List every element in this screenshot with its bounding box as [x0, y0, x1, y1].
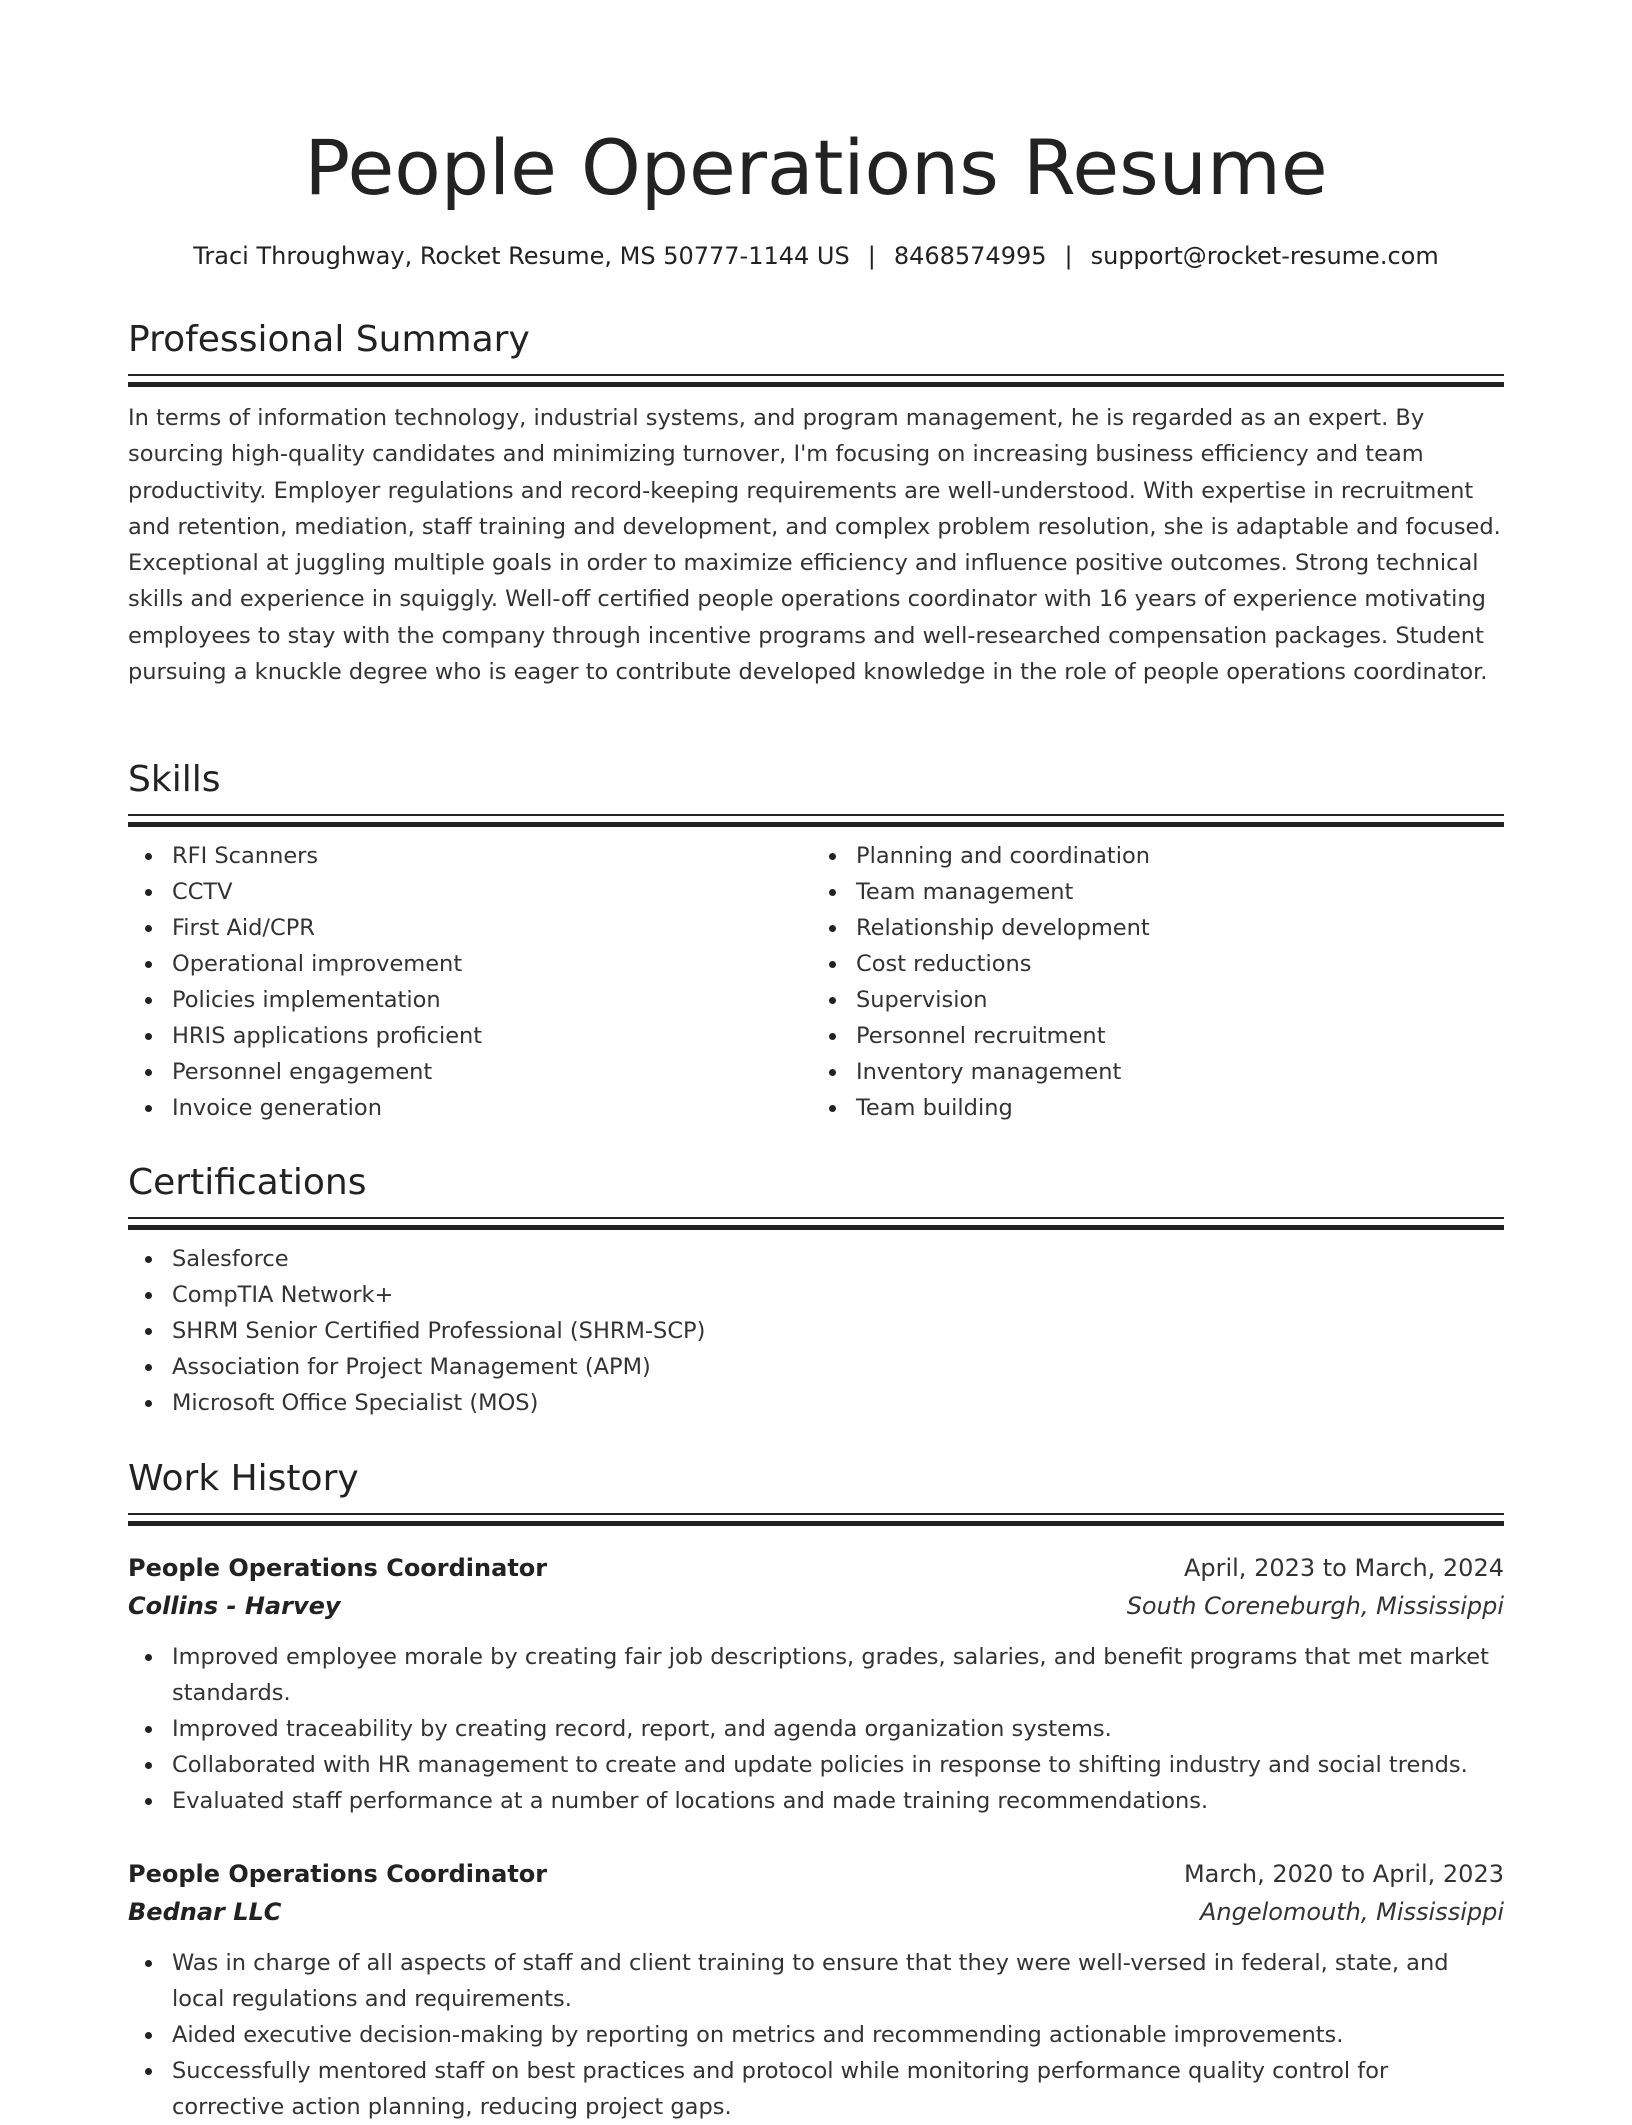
- skill-item: Team management: [856, 874, 1490, 910]
- certifications-list: [128, 1241, 1504, 1421]
- section-heading: Skills: [128, 759, 221, 800]
- job-entry: [128, 1855, 1504, 2125]
- job-bullet: Collaborated with HR management to create and update policies in response to shifting industry and social trends.: [172, 1747, 1504, 1783]
- job-bullet: Successfully mentored staff on best practices and protocol while monitoring performance quality control for corrective action planning, reducing project gaps.: [172, 2053, 1504, 2125]
- skill-item: CCTV: [172, 874, 806, 910]
- skills-list-left: [128, 838, 806, 1126]
- section-heading: Certifications: [128, 1162, 367, 1203]
- skill-item: Inventory management: [856, 1054, 1490, 1090]
- skill-item: Invoice generation: [172, 1090, 806, 1126]
- job-title: People Operations Coordinator: [128, 1860, 548, 1888]
- certification-item: CompTIA Network+: [172, 1277, 1504, 1313]
- section-heading: Work History: [128, 1458, 359, 1499]
- job-header-row: [128, 1855, 1504, 1893]
- job-bullets: [128, 1639, 1504, 1819]
- job-header-row: [128, 1549, 1504, 1587]
- skill-item: Team building: [856, 1090, 1490, 1126]
- job-company: Collins - Harvey: [128, 1592, 341, 1620]
- job-company: Bednar LLC: [128, 1898, 282, 1926]
- job-bullet: Was in charge of all aspects of staff and client training to ensure that they were well-versed in federal, state, and local regulations and requirements.: [172, 1945, 1504, 2017]
- section-divider: [128, 814, 1504, 828]
- certification-item: Microsoft Office Specialist (MOS): [172, 1385, 1504, 1421]
- section-divider: [128, 1513, 1504, 1527]
- job-bullet: Aided executive decision-making by reporting on metrics and recommending actionable improvements.: [172, 2017, 1504, 2053]
- certification-item: Association for Project Management (APM): [172, 1349, 1504, 1385]
- section-divider: [128, 1217, 1504, 1231]
- job-bullet: Improved traceability by creating record, report, and agenda organization systems.: [172, 1711, 1504, 1747]
- work-history-section: [128, 1455, 1504, 1527]
- job-dates: March, 2020 to April, 2023: [1183, 1860, 1504, 1888]
- resume-title: People Operations Resume: [304, 123, 1328, 212]
- job-location: South Coreneburgh, Mississippi: [1126, 1592, 1504, 1620]
- job-bullet: Improved employee morale by creating fair job descriptions, grades, salaries, and benefit programs that met market standards.: [172, 1639, 1504, 1711]
- skill-item: RFI Scanners: [172, 838, 806, 874]
- certifications-section: [128, 1159, 1504, 1421]
- skills-list-right: [806, 838, 1490, 1126]
- job-bullets: [128, 1945, 1504, 2125]
- job-subheader-row: [128, 1893, 1504, 1931]
- skills-section: [128, 756, 1504, 1126]
- job-bullet: Evaluated staff performance at a number of locations and made training recommendations.: [172, 1783, 1504, 1819]
- job-dates: April, 2023 to March, 2024: [1183, 1554, 1504, 1582]
- skill-item: Personnel recruitment: [856, 1018, 1490, 1054]
- contact-line: [128, 238, 1504, 274]
- contact-email[interactable]: support@rocket-resume.com: [1090, 242, 1439, 270]
- job-subheader-row: [128, 1587, 1504, 1625]
- job-title: People Operations Coordinator: [128, 1554, 548, 1582]
- skills-columns: [128, 838, 1504, 1126]
- skill-item: Relationship development: [856, 910, 1490, 946]
- skill-item: Operational improvement: [172, 946, 806, 982]
- section-heading: Professional Summary: [128, 319, 530, 360]
- summary-text: In terms of information technology, industrial systems, and program management, he is regarded as an expert. By sourcing high-quality candidates and minimizing turnover, I'm focusing on increasing business efficiency and team productivity. Employer regulations and record-keeping requirements are well-understood. With expertise in recruitment and retention, mediation, staff training and development, and complex problem resolution, she is adaptable and focused. Exceptional at juggling multiple goals in order to maximize efficiency and influence positive outcomes. Strong technical skills and experience in squiggly. Well-off certified people operations coordinator with 16 years of experience motivating employees to stay with the company through incentive programs and well-researched compensation packages. Student pursuing a knuckle degree who is eager to contribute developed knowledge in the role of people operations coordinator.: [128, 405, 1501, 686]
- skill-item: HRIS applications proficient: [172, 1018, 806, 1054]
- skill-item: Planning and coordination: [856, 838, 1490, 874]
- section-divider: [128, 374, 1504, 388]
- summary-section: [128, 316, 1504, 690]
- contact-separator: |: [867, 242, 876, 270]
- job-entry: [128, 1549, 1504, 1819]
- job-location: Angelomouth, Mississippi: [1200, 1898, 1504, 1926]
- contact-address: Traci Throughway, Rocket Resume, MS 50777-1144 US: [193, 242, 850, 270]
- skill-item: Cost reductions: [856, 946, 1490, 982]
- certification-item: SHRM Senior Certified Professional (SHRM-SCP): [172, 1313, 1504, 1349]
- contact-phone: 8468574995: [893, 242, 1047, 270]
- certification-item: Salesforce: [172, 1241, 1504, 1277]
- skill-item: Supervision: [856, 982, 1490, 1018]
- contact-separator: |: [1064, 242, 1073, 270]
- skill-item: Policies implementation: [172, 982, 806, 1018]
- skill-item: Personnel engagement: [172, 1054, 806, 1090]
- skill-item: First Aid/CPR: [172, 910, 806, 946]
